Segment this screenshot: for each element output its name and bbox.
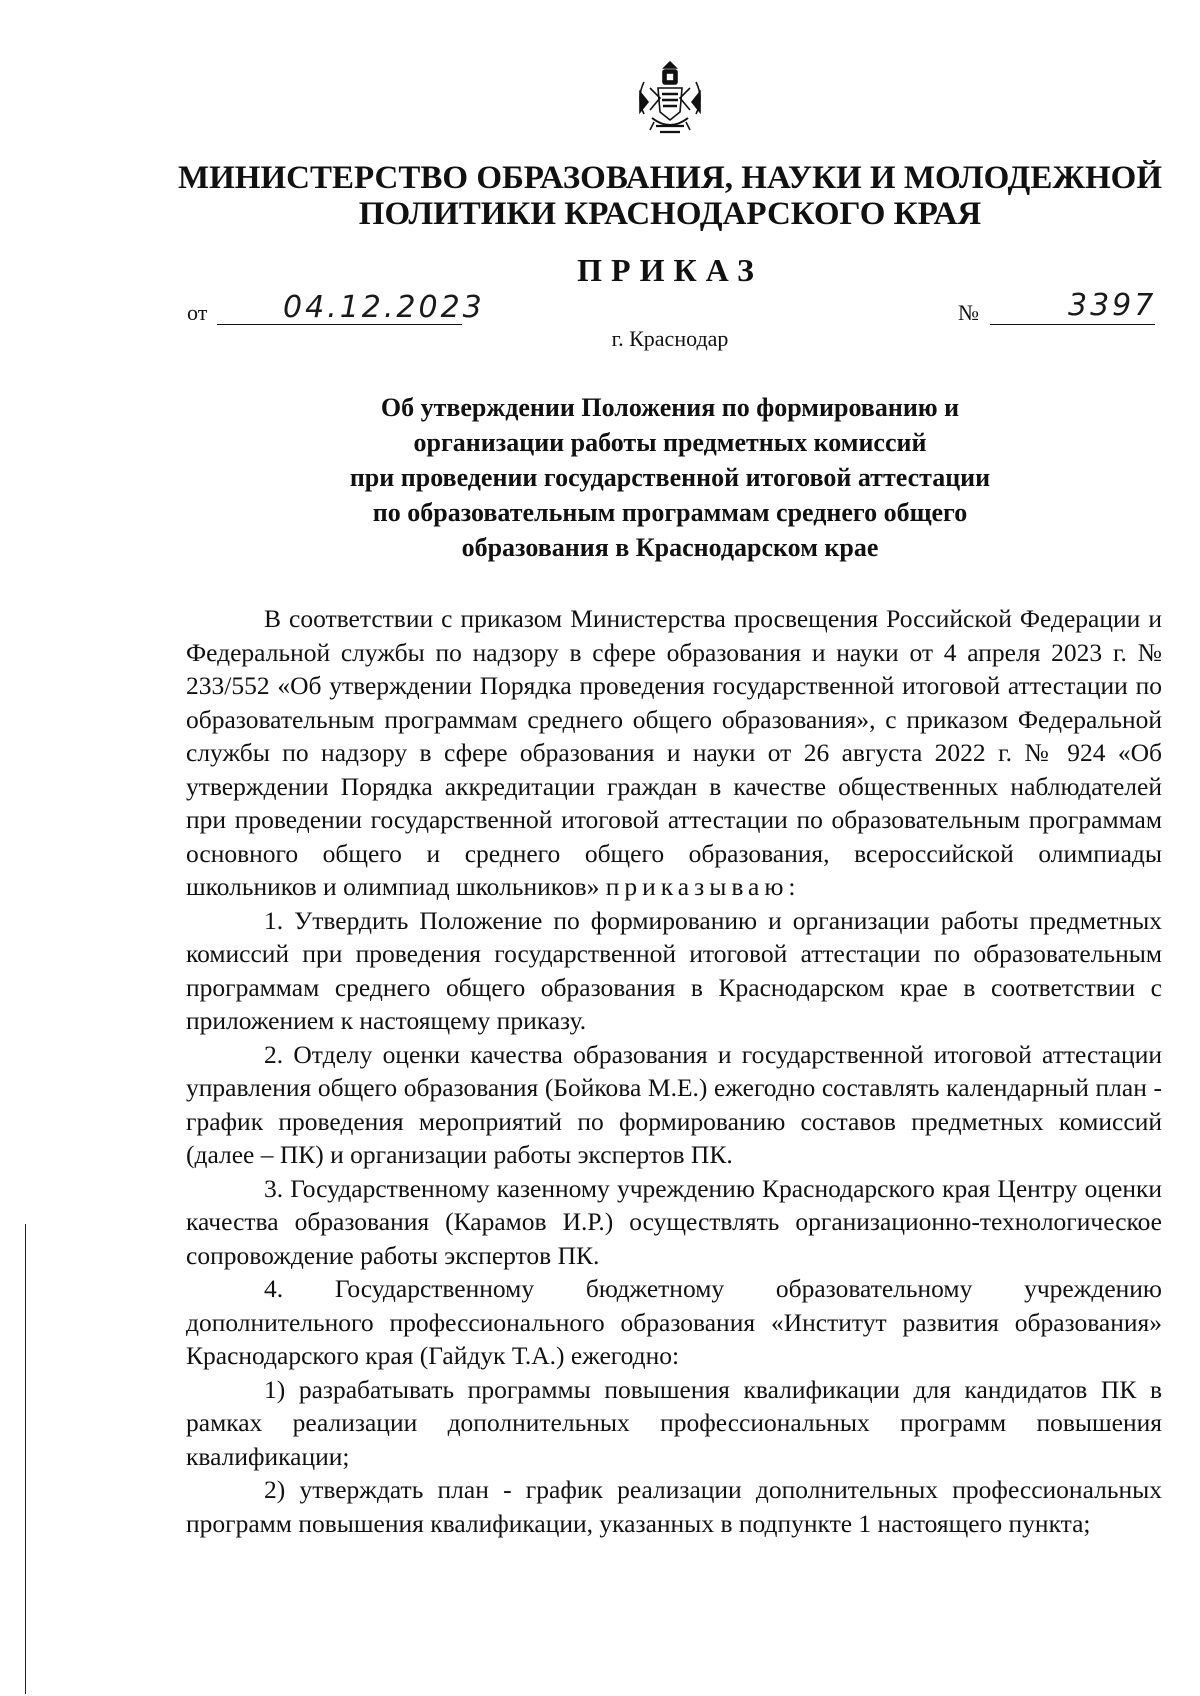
number-value: 3397 (1068, 288, 1157, 323)
number-label: № (958, 300, 979, 325)
order-title (300, 390, 1040, 565)
scan-margin-line (25, 1224, 26, 1694)
document-type: ПРИКАЗ (577, 252, 763, 288)
number-underline (990, 324, 1155, 325)
order-word: приказываю: (605, 872, 801, 901)
item-1: 1. Утвердить Положение по формированию и организации работы предметных комиссий при проведения государственной итоговой аттестации по образовательным программам среднего общего образования в Краснодарском крае в соответствии с приложением к настоящему приказу. (186, 905, 1162, 1035)
title-line-1: Об утверждении Положения по формированию и (380, 393, 960, 422)
title-line-3: при проведении государственной итоговой аттестации (349, 463, 991, 492)
item-2: 2. Отделу оценки качества образования и государственной итоговой аттестации управления общего образования (Бойкова М.Е.) ежегодно составлять календарный план - график проведения мероприятий по формированию составов предметных комиссий (далее – ПК) и организации работы экспертов ПК. (186, 1039, 1162, 1169)
city: г. Краснодар (611, 326, 729, 351)
title-line-2: организации работы предметных комиссий (413, 428, 927, 457)
title-line-5: образования в Краснодарском крае (461, 533, 879, 562)
sub-item-1: 1) разрабатывать программы повышения квалификации для кандидатов ПК в рамках реализации дополнительных профессиональных программ повышения квалификации; (186, 1374, 1162, 1471)
sub-item-2: 2) утверждать план - график реализации дополнительных профессиональных программ повышения квалификации, указанных в подпункте 1 настоящего пункта; (186, 1475, 1162, 1538)
order-body (186, 602, 1162, 1540)
item-4: 4. Государственному бюджетному образовательному учреждению дополнительного профессионального образования «Институт развития образования» Краснодарского края (Гайдук Т.А.) ежегодно: (186, 1274, 1162, 1370)
preamble-text: В соответствии с приказом Министерства просвещения Российской Федерации и Федеральной службы по надзору в сфере образования и науки от 4 апреля 2023 г. № 233/552 «Об утверждении Порядка проведения государственной итоговой аттестации по образовательным программам среднего общего образования», с приказом Федеральной службы по надзору в сфере образования и науки от 26 августа 2022 г. № 924 «Об утверждении Порядка аккредитации граждан в качестве общественных наблюдателей при проведении государственной итоговой аттестации по образовательным программам основного общего и среднего общего образования, всероссийской олимпиады школьников и олимпиад школьников» (186, 604, 1162, 901)
ministry-line-2: ПОЛИТИКИ КРАСНОДАРСКОГО КРАЯ (358, 196, 982, 232)
coat-of-arms-emblem (630, 58, 710, 144)
title-line-4: по образовательным программам среднего общего (372, 498, 968, 527)
date-value: 04.12.2023 (283, 290, 485, 325)
ministry-name (0, 160, 1200, 232)
date-label: от (187, 300, 208, 325)
item-3: 3. Государственному казенному учреждению Краснодарского края Центру оценки качества образования (Карамов И.Р.) осуществлять организационно-технологическое сопровождение работы экспертов ПК. (186, 1173, 1162, 1270)
ministry-line-1: МИНИСТЕРСТВО ОБРАЗОВАНИЯ, НАУКИ И МОЛОДЕЖНОЙ (177, 160, 1162, 196)
preamble-paragraph (186, 602, 1162, 904)
